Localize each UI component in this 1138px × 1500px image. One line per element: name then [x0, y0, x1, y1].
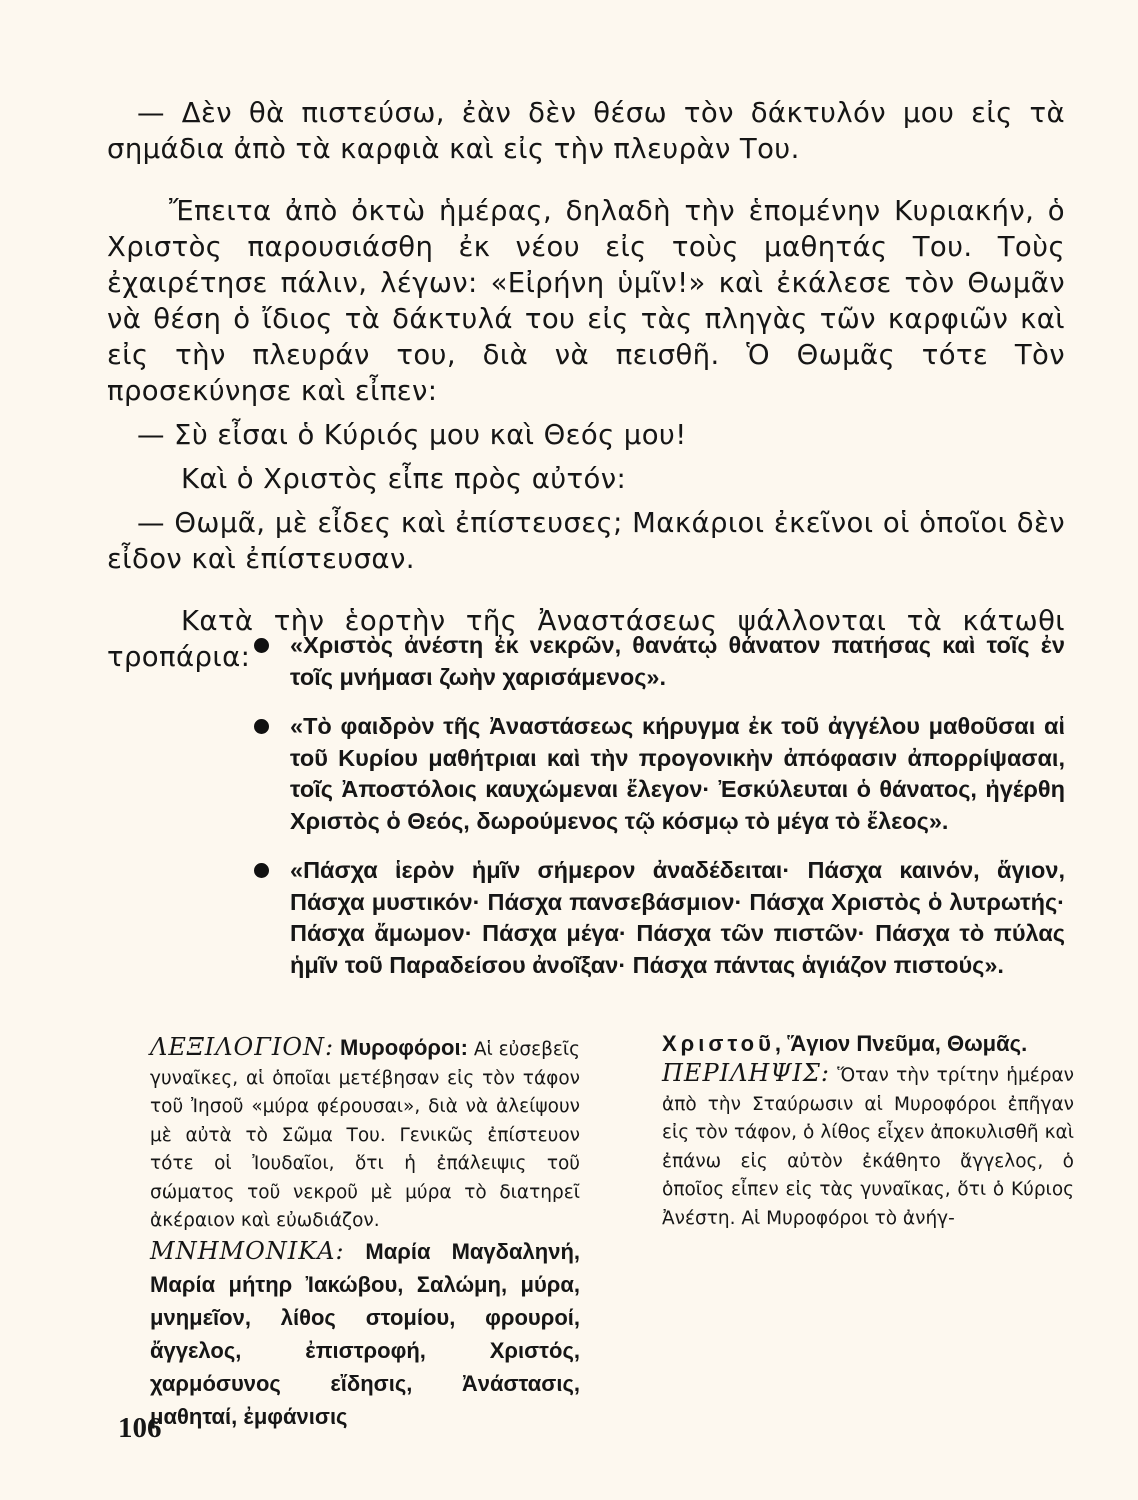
- lexilogion-entry: [150, 1033, 580, 1236]
- bullet-icon: [254, 719, 269, 734]
- bullet-icon: [254, 863, 269, 878]
- paragraph-thomas-doubt: — Δὲν θὰ πιστεύσω, ἐὰν δὲν θέσω τὸν δάκτυλόν μου εἰς τὰ σημάδια ἀπὸ τὰ καρφιὰ καὶ εἰς τὴν πλευρὰν Του.: [107, 97, 1065, 165]
- mnemonika-entry: [150, 1236, 580, 1434]
- lexilogion-heading: ΛΕΞΙΛΟΓΙΟΝ:: [150, 1033, 335, 1061]
- lexilogion-text: Αἱ εὐσεβεῖς γυναῖκες, αἱ ὁποῖαι μετέβησαν εἰς τὸν τάφον τοῦ Ἰησοῦ «μύρα φέρουσαι», διὰ νὰ ἀλείψουν μὲ αὐτὰ τὸ Σῶμα Του. Γενικῶς ἐπίστευον τότε οἱ Ἰουδαῖοι, ὅτι ἡ ἐπάλειψις τοῦ σώματος τοῦ νεκροῦ μὲ μύρα τὸ διατηρεῖ ἀκέραιον καὶ εὐωδιάζον.: [150, 1039, 580, 1231]
- mnemonika-heading: ΜΝΗΜΟΝΙΚΑ:: [150, 1236, 345, 1265]
- perilipsis-text: Ὅταν τὴν τρίτην ἡμέραν ἀπὸ τὴν Σταύρωσιν αἱ Μυροφόροι ἐπῆγαν εἰς τὸν τάφον, ὁ λίθος εἶχεν ἀποκυλισθῆ καὶ ἐπάνω εἰς αὐτὸν ἐκάθητο ἄγγελος, ὁ ὁποῖος εἶπεν εἰς τὰς γυναῖκας, ὅτι ὁ Κύριος Ἀνέστη. Αἱ Μυροφόροι τὸ ἀνήγ-: [662, 1065, 1074, 1229]
- mnemonika-continuation: [662, 1028, 1074, 1059]
- page-number: 106: [118, 1412, 162, 1444]
- mnemonika-tail: , Ἅγιον Πνεῦμα, Θωμᾶς.: [774, 1031, 1028, 1056]
- bullet-icon: [254, 638, 269, 653]
- paragraph-christ-said: Καὶ ὁ Χριστὸς εἶπε πρὸς αὐτόν:: [181, 463, 627, 495]
- list-item: «Τὸ φαιδρὸν τῆς Ἀναστάσεως κήρυγμα ἐκ τοῦ ἀγγέλου μαθοῦσαι αἱ τοῦ Κυρίου μαθήτριαι καὶ τὴν προγονικὴν ἀπόφασιν ἀπορρίψασαι, τοῖς Ἀποστόλοις καυχώμεναι ἔλεγον· Ἐσκύλευται ὁ θάνατος, ἠγέρθη Χριστὸς ὁ Θεός, δωρούμενος τῷ κόσμῳ τὸ μέγα τὸ ἔλεος».: [250, 711, 1065, 837]
- paragraph-troparia-intro: Κατὰ τὴν ἑορτὴν τῆς Ἀναστάσεως ψάλλονται τὰ κάτωθι τροπάρια:: [107, 605, 1065, 673]
- main-text: [107, 95, 1065, 675]
- paragraph-blessed: — Θωμᾶ, μὲ εἶδες καὶ ἐπίστευσες; Μακάριοι ἐκεῖνοι οἱ ὁποῖοι δὲν εἶδον καὶ ἐπίστευσαν.: [107, 507, 1065, 575]
- left-column: [150, 1033, 580, 1434]
- mnemonika-text: Μαρία Μαγδαληνή, Μαρία μήτηρ Ἰακώβου, Σαλώμη, μύρα, μνημεῖον, λίθος στομίου, φρουροί, ἄγγελος, ἐπιστροφή, Χριστός, χαρμόσυνος εἴδησις, Ἀνάστασις, μαθηταί, ἐμφάνισις: [150, 1238, 580, 1429]
- right-column: [662, 1028, 1074, 1233]
- troparia-list: [250, 630, 1065, 999]
- paragraph-eight-days: Ἔπειτα ἀπὸ ὀκτὼ ἡμέρας, δηλαδὴ τὴν ἑπομένην Κυριακήν, ὁ Χριστὸς παρουσιάσθη ἐκ νέου εἰς τοὺς μαθητάς Του. Τοὺς ἐχαιρέτησε πάλιν, λέγων: «Εἰρήνη ὑμῖν!» καὶ ἐκάλεσε τὸν Θωμᾶν νὰ θέση ὁ ἴδιος τὰ δάκτυλά του εἰς τὰς πληγὰς τῶν καρφιῶν καὶ εἰς τὴν πλευράν του, διὰ νὰ πεισθῆ. Ὁ Θωμᾶς τότε Τὸν προσεκύνησε καὶ εἶπεν:: [107, 195, 1065, 407]
- perilipsis-entry: [662, 1059, 1074, 1233]
- lexilogion-term: Μυροφόροι:: [340, 1035, 468, 1060]
- list-item: «Χριστὸς ἀνέστη ἐκ νεκρῶν, θανάτῳ θάνατον πατήσας καὶ τοῖς ἐν τοῖς μνήμασι ζωὴν χαρισάμενος».: [250, 630, 1065, 693]
- perilipsis-heading: ΠΕΡΙΛΗΨΙΣ:: [662, 1059, 830, 1087]
- mnemonika-christ-spaced: Χριστοῦ: [662, 1031, 775, 1056]
- list-item: «Πάσχα ἱερὸν ἡμῖν σήμερον ἀναδέδειται· Πάσχα καινόν, ἅγιον, Πάσχα μυστικόν· Πάσχα πανσεβάσμιον· Πάσχα Χριστὸς ὁ λυτρωτής· Πάσχα ἄμωμον· Πάσχα μέγα· Πάσχα τῶν πιστῶν· Πάσχα τὸ πύλας ἡμῖν τοῦ Παραδείσου ἀνοῖξαν· Πάσχα πάντας ἁγιάζον πιστούς».: [250, 855, 1065, 981]
- paragraph-my-lord: — Σὺ εἶσαι ὁ Κύριός μου καὶ Θεός μου!: [137, 419, 687, 451]
